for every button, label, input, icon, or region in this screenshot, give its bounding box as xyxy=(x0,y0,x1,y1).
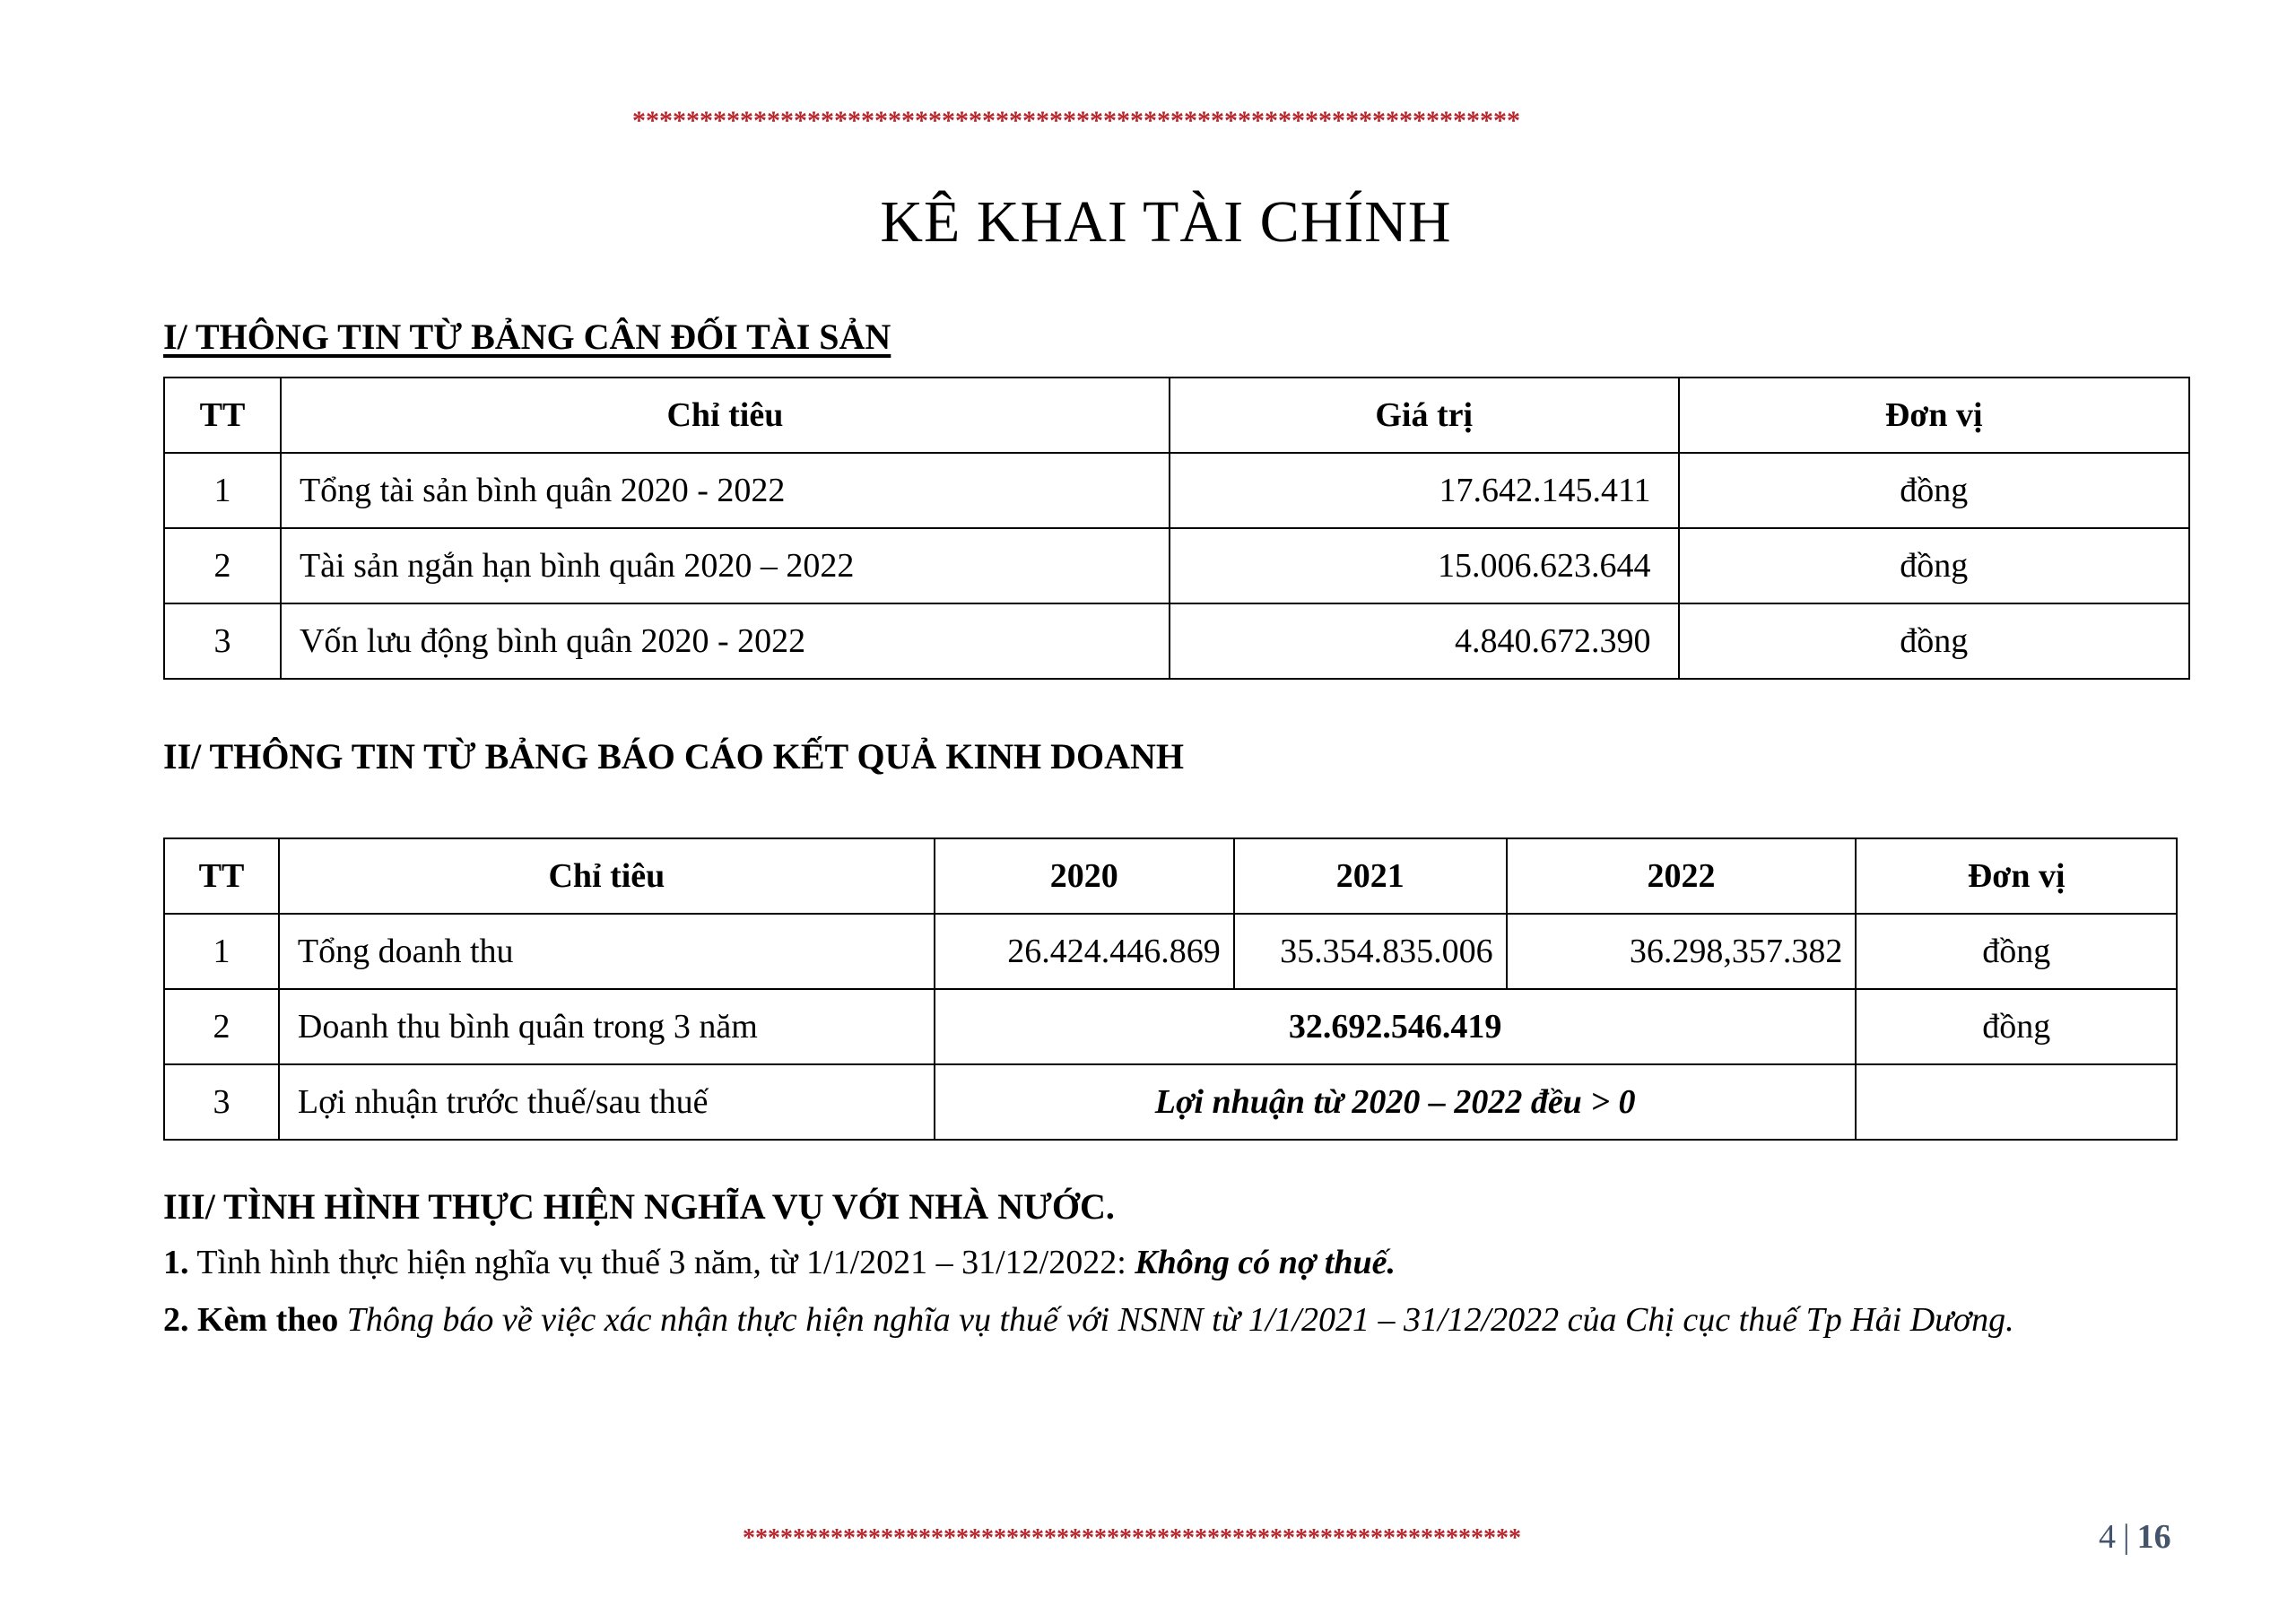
col-header-indicator: Chỉ tiêu xyxy=(281,378,1170,453)
section2-heading: II/ THÔNG TIN TỪ BẢNG BÁO CÁO KẾT QUẢ KINH DOANH xyxy=(163,736,1184,777)
paragraph-text: Thông báo về việc xác nhận thực hiện nghĩa vụ thuế với NSNN từ 1/1/2021 – 31/12/2022 của Chị cục thuế Tp Hải Dương. xyxy=(338,1301,2014,1339)
business-results-table xyxy=(163,838,2178,1141)
value-2020: 26.424.446.869 xyxy=(935,914,1234,989)
row-unit: đồng xyxy=(1679,603,2189,679)
row-tt: 2 xyxy=(164,528,281,603)
total-pages: 16 xyxy=(2136,1518,2171,1556)
row-unit: đồng xyxy=(1856,989,2177,1064)
table-header-row xyxy=(164,378,2189,453)
paragraph-number: 1. xyxy=(163,1244,189,1281)
row-tt: 1 xyxy=(164,453,281,528)
col-header-tt: TT xyxy=(164,378,281,453)
row-label: Lợi nhuận trước thuế/sau thuế xyxy=(279,1064,935,1140)
col-header-indicator: Chỉ tiêu xyxy=(279,838,935,914)
table-row xyxy=(164,528,2189,603)
page-title: KÊ KHAI TÀI CHÍNH xyxy=(880,189,1452,255)
table-row xyxy=(164,453,2189,528)
section3-heading: III/ TÌNH HÌNH THỰC HIỆN NGHĨA VỤ VỚI NHÀ NƯỚC. xyxy=(163,1186,1115,1227)
row-tt: 3 xyxy=(164,1064,279,1140)
row-value: 4.840.672.390 xyxy=(1170,603,1679,679)
balance-sheet-table xyxy=(163,377,2190,680)
profit-statement: Lợi nhuận từ 2020 – 2022 đều > 0 xyxy=(935,1064,1857,1140)
row-label: Tổng doanh thu xyxy=(279,914,935,989)
table-header-row xyxy=(164,838,2177,914)
average-revenue-value: 32.692.546.419 xyxy=(935,989,1857,1064)
row-unit xyxy=(1856,1064,2177,1140)
row-tt: 2 xyxy=(164,989,279,1064)
value-2022: 36.298,357.382 xyxy=(1507,914,1857,989)
col-header-2022: 2022 xyxy=(1507,838,1857,914)
row-label: Vốn lưu động bình quân 2020 - 2022 xyxy=(281,603,1170,679)
row-unit: đồng xyxy=(1856,914,2177,989)
paragraph-emphasis: Không có nợ thuế. xyxy=(1135,1244,1396,1281)
col-header-value: Giá trị xyxy=(1170,378,1679,453)
row-unit: đồng xyxy=(1679,528,2189,603)
page-separator: | xyxy=(2123,1518,2130,1556)
paragraph-lead: 2. Kèm theo xyxy=(163,1301,339,1339)
col-header-2021: 2021 xyxy=(1234,838,1507,914)
paragraph-tax-obligation xyxy=(163,1243,1396,1282)
paragraph-text: Tình hình thực hiện nghĩa vụ thuế 3 năm, từ 1/1/2021 – 31/12/2022: xyxy=(188,1244,1135,1281)
page-number xyxy=(2099,1517,2171,1557)
table-row xyxy=(164,603,2189,679)
decorative-stars-top: ****************************************************************** xyxy=(632,106,1520,135)
row-tt: 3 xyxy=(164,603,281,679)
current-page: 4 xyxy=(2099,1518,2116,1556)
row-value: 17.642.145.411 xyxy=(1170,453,1679,528)
row-label: Tổng tài sản bình quân 2020 - 2022 xyxy=(281,453,1170,528)
col-header-unit: Đơn vị xyxy=(1679,378,2189,453)
paragraph-attachment xyxy=(163,1300,2014,1340)
col-header-2020: 2020 xyxy=(935,838,1234,914)
row-label: Doanh thu bình quân trong 3 năm xyxy=(279,989,935,1064)
section1-heading: I/ THÔNG TIN TỪ BẢNG CÂN ĐỐI TÀI SẢN xyxy=(163,317,891,357)
decorative-stars-bottom: ************************************************************** xyxy=(743,1524,1521,1552)
row-tt: 1 xyxy=(164,914,279,989)
row-value: 15.006.623.644 xyxy=(1170,528,1679,603)
table-row xyxy=(164,989,2177,1064)
row-label: Tài sản ngắn hạn bình quân 2020 – 2022 xyxy=(281,528,1170,603)
row-unit: đồng xyxy=(1679,453,2189,528)
col-header-tt: TT xyxy=(164,838,279,914)
table-row xyxy=(164,1064,2177,1140)
table-row xyxy=(164,914,2177,989)
col-header-unit: Đơn vị xyxy=(1856,838,2177,914)
value-2021: 35.354.835.006 xyxy=(1234,914,1507,989)
